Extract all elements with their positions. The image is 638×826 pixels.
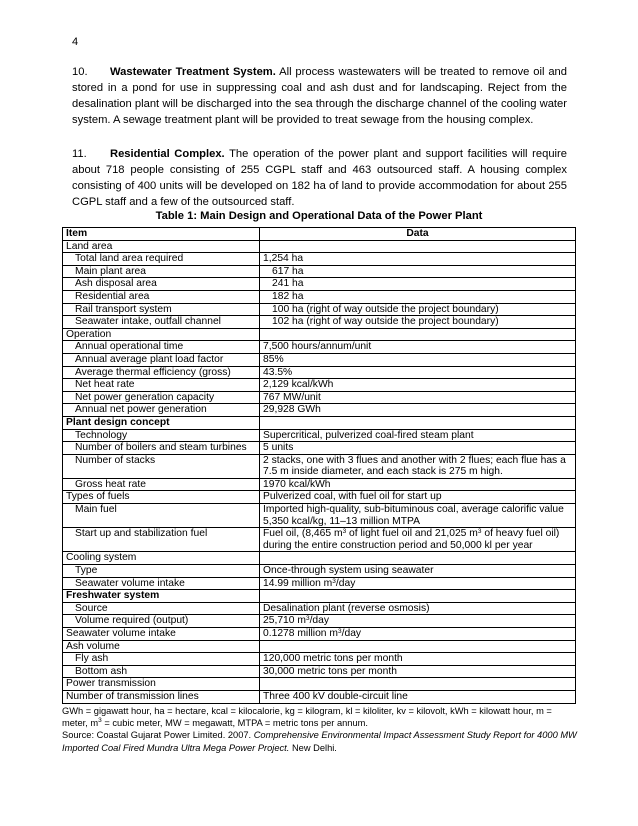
data-cell: 241 ha: [260, 278, 576, 291]
data-cell: 120,000 metric tons per month: [260, 653, 576, 666]
data-cell: 182 ha: [260, 290, 576, 303]
data-cell: Once-through system using seawater: [260, 565, 576, 578]
item-cell: Start up and stabilization fuel: [63, 528, 260, 552]
table-row: [63, 590, 576, 603]
data-cell: Desalination plant (reverse osmosis): [260, 602, 576, 615]
data-cell: 617 ha: [260, 265, 576, 278]
superscript: 3: [305, 615, 310, 623]
table-row: [63, 690, 576, 703]
superscript: 3: [98, 717, 102, 725]
item-cell: Fly ash: [63, 653, 260, 666]
table-row: [63, 391, 576, 404]
data-cell: 1,254 ha: [260, 253, 576, 266]
table-row: [63, 665, 576, 678]
item-cell: Annual average plant load factor: [63, 353, 260, 366]
item-cell: Technology: [63, 429, 260, 442]
item-cell: Gross heat rate: [63, 478, 260, 491]
note-text: = cubic meter, MW = megawatt, MTPA = metric tons per annum.: [101, 718, 368, 729]
superscript: 3: [337, 628, 342, 635]
item-cell: Annual operational time: [63, 341, 260, 354]
table-row: [63, 416, 576, 429]
table-row: [63, 678, 576, 691]
table-row: [63, 404, 576, 417]
item-cell: Ash volume: [63, 640, 260, 653]
item-cell: Seawater volume intake: [63, 628, 260, 641]
table-row: [63, 328, 576, 341]
table-row: [63, 316, 576, 329]
item-cell: Residential area: [63, 290, 260, 303]
table-row: [63, 341, 576, 354]
design-data-table: [62, 227, 576, 704]
item-cell: Bottom ash: [63, 665, 260, 678]
item-cell: Types of fuels: [63, 491, 260, 504]
table-row: [63, 379, 576, 392]
item-cell: Seawater volume intake: [63, 577, 260, 590]
superscript: 3: [332, 577, 336, 585]
data-cell: [260, 240, 576, 253]
paragraph-residential: [72, 146, 567, 210]
item-cell: Net power generation capacity: [63, 391, 260, 404]
paragraph-text: All process wastewaters will be treated to remove oil and stored in a pond for use in suppressing coal and ash dust and for landscaping. Reject from the desalination plant will be discharged into the sea through the discharge channel of the cooling water system. A sewage treatment plant will be provided to treat sewage from the housing complex.: [72, 66, 567, 126]
table-header-row: [63, 228, 576, 241]
data-cell: Supercritical, pulverized coal-fired steam plant: [260, 429, 576, 442]
paragraph-heading: Residential Complex.: [110, 148, 225, 160]
item-cell: Net heat rate: [63, 379, 260, 392]
data-cell: Three 400 kV double-circuit line: [260, 690, 576, 703]
table-row: [63, 653, 576, 666]
table-row: [63, 265, 576, 278]
table-row: [63, 253, 576, 266]
paragraph-number: 10.: [72, 66, 88, 78]
item-cell: Type: [63, 565, 260, 578]
data-text: Fuel oil, (8,465 m: [263, 528, 343, 540]
data-cell: [260, 615, 576, 628]
data-cell: [260, 628, 576, 641]
item-cell: Number of stacks: [63, 454, 260, 478]
table-row: [63, 640, 576, 653]
item-cell: Rail transport system: [63, 303, 260, 316]
note-text: Source: Coastal Gujarat Power Limited. 2007.: [62, 730, 254, 741]
table-caption: Table 1: Main Design and Operational Data of the Power Plant: [155, 210, 483, 222]
note-text: GWh = gigawatt hour, ha = hectare, kcal = kilocalorie, kg = kilogram, kl = kiloliter, kv = kilovolt, kWh = kilowatt hour, m = meter, m: [62, 706, 552, 729]
data-cell: 7,500 hours/annum/unit: [260, 341, 576, 354]
table-row: [63, 353, 576, 366]
item-cell: Annual net power generation: [63, 404, 260, 417]
paragraph-wastewater: [72, 64, 567, 128]
item-cell: Source: [63, 602, 260, 615]
data-cell: Pulverized coal, with fuel oil for start up: [260, 491, 576, 504]
table-row: [63, 429, 576, 442]
item-cell: Ash disposal area: [63, 278, 260, 291]
note-text: New Delhi.: [289, 742, 337, 753]
item-cell: Seawater intake, outfall channel: [63, 316, 260, 329]
table-notes: [62, 705, 578, 754]
data-cell: 29,928 GWh: [260, 404, 576, 417]
item-cell: Freshwater system: [63, 590, 260, 603]
data-text: /day: [335, 577, 356, 589]
paragraph-number: 11.: [72, 148, 87, 160]
source-note: [62, 729, 578, 753]
table-row: [63, 290, 576, 303]
abbreviations-note: [62, 705, 578, 729]
table-row: [63, 478, 576, 491]
item-cell: Number of transmission lines: [63, 690, 260, 703]
data-cell: [260, 552, 576, 565]
table-row: [63, 552, 576, 565]
item-cell: Main fuel: [63, 504, 260, 528]
data-cell: 102 ha (right of way outside the project boundary): [260, 316, 576, 329]
table-row: [63, 491, 576, 504]
data-cell: 5 units: [260, 442, 576, 455]
data-text: 25,710 m: [263, 615, 306, 627]
paragraph-heading: Wastewater Treatment System.: [110, 66, 276, 78]
paragraph-text: The operation of the power plant and support facilities will require about 718 people consisting of 255 CGPL staff and 463 outsourced staff. A housing complex consisting of 400 units will be developed on 182 ha of land to provide accommodation for about 255 CGPL staff and a few of the outsourced staff.: [72, 148, 567, 208]
data-cell: 85%: [260, 353, 576, 366]
header-item: Item: [63, 228, 260, 241]
item-cell: Total land area required: [63, 253, 260, 266]
data-text: of light fuel oil and 21,025 m: [346, 528, 478, 540]
table-row: [63, 303, 576, 316]
table-row: [63, 565, 576, 578]
data-cell: 2,129 kcal/kWh: [260, 379, 576, 392]
data-text: /day: [309, 615, 330, 627]
data-cell: [260, 590, 576, 603]
data-cell: [260, 577, 576, 590]
data-cell: [260, 528, 576, 552]
item-cell: Cooling system: [63, 552, 260, 565]
data-cell: 100 ha (right of way outside the project boundary): [260, 303, 576, 316]
header-data: Data: [260, 228, 576, 241]
item-cell: Average thermal efficiency (gross): [63, 366, 260, 379]
data-cell: [260, 640, 576, 653]
page-number: 4: [72, 36, 79, 48]
item-cell: Land area: [63, 240, 260, 253]
table-row: [63, 528, 576, 552]
item-cell: Main plant area: [63, 265, 260, 278]
table-row: [63, 615, 576, 628]
data-cell: [260, 328, 576, 341]
data-text: of heavy fuel oil) during the entire construction period and 50,000 kl per year: [263, 528, 560, 551]
data-cell: 2 stacks, one with 3 flues and another with 2 flues; each flue has a 7.5 m inside diameter, and each stack is 275 m high.: [260, 454, 576, 478]
data-text: /day: [341, 628, 362, 639]
data-text: 0.1278 million m: [263, 628, 338, 639]
item-cell: Operation: [63, 328, 260, 341]
data-cell: 1970 kcal/kWh: [260, 478, 576, 491]
table-row: [63, 278, 576, 291]
data-cell: [260, 678, 576, 691]
data-text: 14.99 million m: [263, 577, 333, 589]
table-row: [63, 602, 576, 615]
superscript: 3: [477, 528, 482, 536]
data-cell: 30,000 metric tons per month: [260, 665, 576, 678]
item-cell: Power transmission: [63, 678, 260, 691]
item-cell: Volume required (output): [63, 615, 260, 628]
item-cell: Plant design concept: [63, 416, 260, 429]
source-title: Comprehensive Environmental Impact Assessment Study Report for 4000 MW Imported Coal Fired Mundra Ultra Mega Power Project.: [62, 730, 577, 753]
data-cell: [260, 416, 576, 429]
table-row: [63, 366, 576, 379]
table-row: [63, 240, 576, 253]
item-cell: Number of boilers and steam turbines: [63, 442, 260, 455]
table-row: [63, 577, 576, 590]
table-row: [63, 442, 576, 455]
data-cell: 767 MW/unit: [260, 391, 576, 404]
table-row: [63, 628, 576, 641]
data-cell: 43.5%: [260, 366, 576, 379]
table-row: [63, 454, 576, 478]
data-cell: Imported high-quality, sub-bituminous coal, average calorific value 5,350 kcal/kg, 11–13 million MTPA: [260, 504, 576, 528]
superscript: 3: [342, 528, 347, 536]
table-row: [63, 504, 576, 528]
